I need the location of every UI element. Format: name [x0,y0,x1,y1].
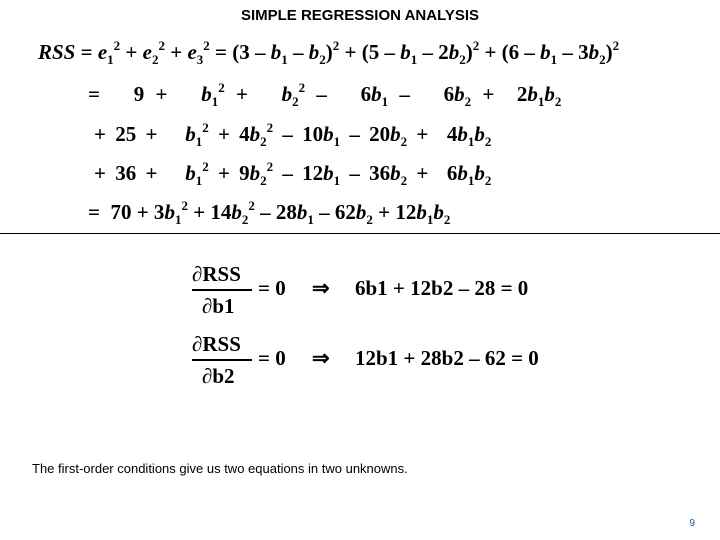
rss-expansion-line-3: + $25 + b_1^2 + 4b_2^2 - 10b_1 - 20b_2 + 4b_1b_2$ [94,120,492,149]
page-number: 9 [689,518,695,529]
fraction-bar [192,359,252,361]
implies-arrow-icon: ⇒ [312,276,330,300]
derivative-numerator: ∂RSS [192,332,241,356]
explanation-text: The first-order conditions give us two equations in two unknowns. [32,461,408,476]
rss-label: RSS [38,40,76,64]
section-divider [0,233,720,234]
implies-arrow-icon: ⇒ [312,346,330,370]
rss-expansion-line-1: RSS = $e_1^2 + e_2^2 + e_3^2 = (3 - b_1 - b_2)^2 + (5 - b_1 - 2b_2)^2 + (6 - b_1 - 3b_2)^2$ [38,38,620,67]
first-order-condition-2: 12b1 + 28b2 – 62 = 0 [355,346,539,370]
derivative-denominator-b1: ∂b1 [202,294,235,318]
derivative-denominator-b2: ∂b2 [202,364,235,388]
condition-2-equals-zero: = 0 [258,346,286,370]
fraction-bar [192,289,252,291]
rss-expansion-line-4: + $36 + b_1^2 + 9b_2^2 - 12b_1 - 36b_2 + 6b_1b_2$ [94,159,492,188]
rss-expansion-line-5: = $70 + 3b_1^2 + 14b_2^2 - 28b_1 - 62b_2 + 12b_1b_2$ [88,198,451,227]
slide-title: SIMPLE REGRESSION ANALYSIS [240,7,480,24]
condition-1-equals-zero: = 0 [258,276,286,300]
first-order-condition-1: 6b1 + 12b2 – 28 = 0 [355,276,529,300]
derivative-numerator: ∂RSS [192,262,241,286]
rss-expansion-line-2: = $9 + b_1^2 + b_2^2 - 6b_1 - 6b_2 + 2b_1b_2$ [88,80,562,109]
